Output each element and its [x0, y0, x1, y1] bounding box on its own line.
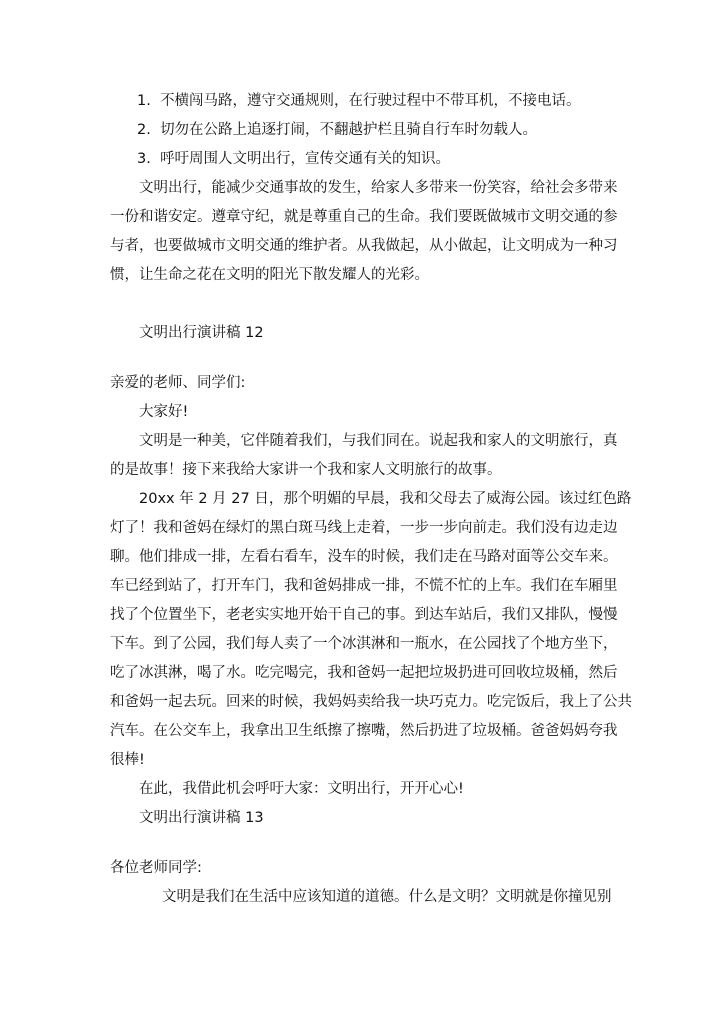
paragraph-line: 聊。他们排成一排，左看右看车，没车的时候，我们走在马路对面等公交车来。: [110, 549, 618, 565]
list-item: [137, 149, 450, 169]
paragraph-line: 惯，让生命之花在文明的阳光下散发耀人的光彩。: [110, 267, 429, 283]
greeting: 大家好!: [139, 404, 189, 420]
paragraph-line: 文明是我们在生活中应该知道的道德。什么是文明？文明就是你撞见别: [162, 889, 612, 905]
list-text: 切勿在公路上追逐打闹，不翻越护栏且骑自行车时勿载人。: [160, 122, 538, 138]
paragraph-line: 的是故事！接下来我给大家讲一个我和家人文明旅行的故事。: [110, 462, 502, 478]
list-number: 1.: [137, 93, 151, 109]
section-title: 文明出行演讲稿 12: [139, 325, 264, 341]
paragraph-line: 吃了冰淇淋，喝了水。吃完喝完，我和爸妈一起把垃圾扔进可回收垃圾桶，然后: [110, 665, 618, 681]
paragraph-line: 很棒!: [110, 752, 145, 768]
section-title: 文明出行演讲稿 13: [139, 810, 264, 826]
salutation: 亲爱的老师、同学们:: [110, 375, 246, 391]
paragraph-line: 灯了！我和爸妈在绿灯的黑白斑马线上走着，一步一步向前走。我们没有边走边: [110, 520, 618, 536]
paragraph-line: 车已经到站了，打开车门，我和爸妈排成一排，不慌不忙的上车。我们在车厢里: [110, 578, 618, 594]
list-item: [137, 120, 537, 140]
paragraph-line: 汽车。在公交车上，我拿出卫生纸擦了擦嘴，然后扔进了垃圾桶。爸爸妈妈夸我: [110, 723, 618, 739]
list-number: 3.: [137, 151, 151, 167]
paragraph-line: 在此，我借此机会呼吁大家：文明出行，开开心心!: [139, 781, 464, 797]
paragraph-line: 文明是一种美，它伴随着我们，与我们同在。说起我和家人的文明旅行，真: [139, 433, 618, 449]
paragraph-line: 20xx 年 2 月 27 日，那个明媚的早晨，我和父母去了威海公园。该过红色路: [139, 491, 632, 507]
list-number: 2.: [137, 122, 151, 138]
paragraph-line: 文明出行，能减少交通事故的发生，给家人多带来一份笑容，给社会多带来: [139, 180, 618, 196]
paragraph-line: 一份和谐安定。遵章守纪，就是尊重自己的生命。我们要既做城市文明交通的参: [110, 209, 618, 225]
list-item: [137, 91, 581, 111]
paragraph-line: 和爸妈一起去玩。回来的时候，我妈妈卖给我一块巧克力。吃完饭后，我上了公共: [110, 694, 632, 710]
salutation: 各位老师同学:: [110, 860, 202, 876]
list-text: 呼吁周围人文明出行，宣传交通有关的知识。: [160, 151, 451, 167]
paragraph-line: 下车。到了公园，我们每人卖了一个冰淇淋和一瓶水，在公园找了个地方坐下，: [110, 636, 618, 652]
paragraph-line: 与者，也要做城市文明交通的维护者。从我做起，从小做起，让文明成为一种习: [110, 238, 618, 254]
paragraph-line: 找了个位置坐下，老老实实地开始干自己的事。到达车站后，我们又排队，慢慢: [110, 607, 618, 623]
list-text: 不横闯马路，遵守交通规则，在行驶过程中不带耳机，不接电话。: [160, 93, 581, 109]
